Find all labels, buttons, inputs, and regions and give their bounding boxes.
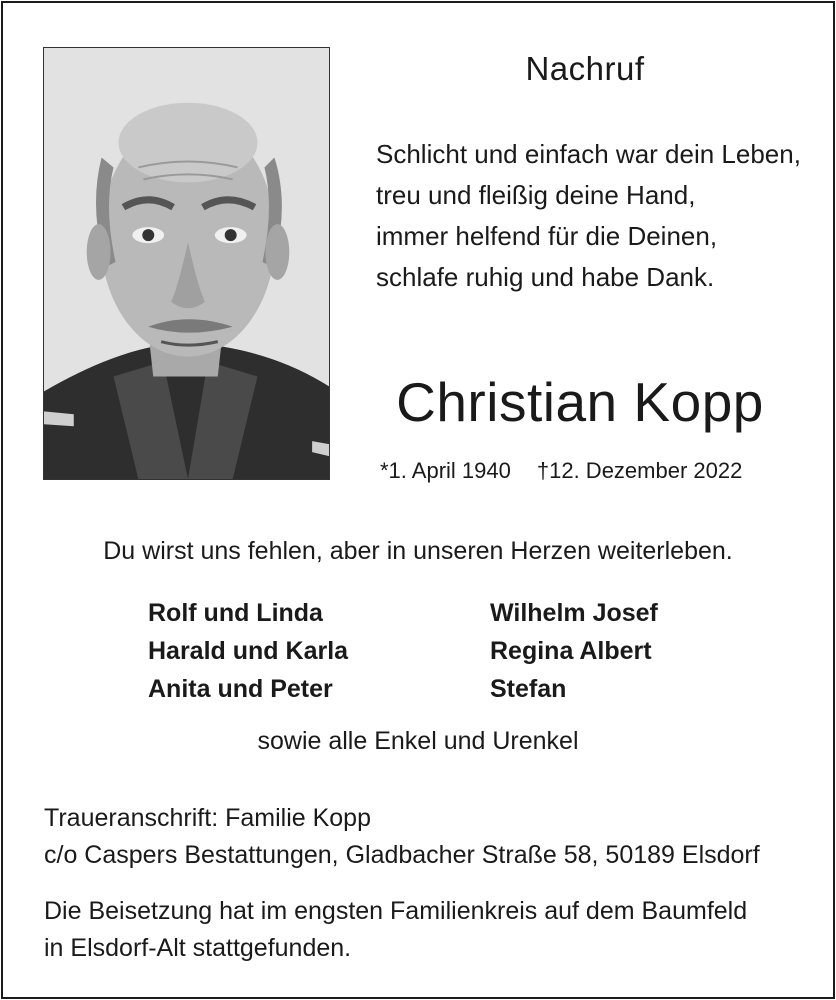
portrait-photo (43, 47, 330, 480)
verse-line: schlafe ruhig und habe Dank. (376, 262, 715, 292)
burial-note (44, 893, 747, 967)
burial-line: in Elsdorf-Alt stattgefunden. (44, 934, 352, 962)
memorial-verse (376, 134, 801, 298)
farewell-line: Du wirst uns fehlen, aber in unseren Herzen weiterleben. (103, 537, 733, 565)
address-line: c/o Caspers Bestattungen, Gladbacher Straße 58, 50189 Elsdorf (44, 841, 760, 869)
mourner-name: Stefan (490, 675, 567, 703)
mourner-name: Wilhelm Josef (490, 599, 658, 627)
verse-line: treu und fleißig deine Hand, (376, 180, 696, 210)
grandchildren-line: sowie alle Enkel und Urenkel (257, 727, 579, 755)
mourner-name: Anita und Peter (148, 675, 333, 703)
birth-date: *1. April 1940 (380, 458, 511, 483)
mourner-name: Harald und Karla (148, 637, 349, 665)
mourners-left-column (148, 594, 348, 708)
death-date: †12. Dezember 2022 (536, 458, 743, 483)
address-line: Traueranschrift: Familie Kopp (44, 804, 371, 832)
portrait-illustration (44, 48, 329, 479)
burial-line: Die Beisetzung hat im engsten Familienkreis auf dem Baumfeld (44, 897, 748, 925)
notice-heading: Nachruf (525, 50, 645, 87)
mourner-name: Regina Albert (490, 637, 652, 665)
verse-line: Schlicht und einfach war dein Leben, (376, 139, 801, 169)
mourners-right-column (490, 594, 658, 708)
verse-line: immer helfend für die Deinen, (376, 221, 718, 251)
mourner-name: Rolf und Linda (148, 599, 323, 627)
life-dates (380, 458, 742, 484)
mourning-address (44, 800, 760, 874)
deceased-name: Christian Kopp (396, 371, 764, 433)
